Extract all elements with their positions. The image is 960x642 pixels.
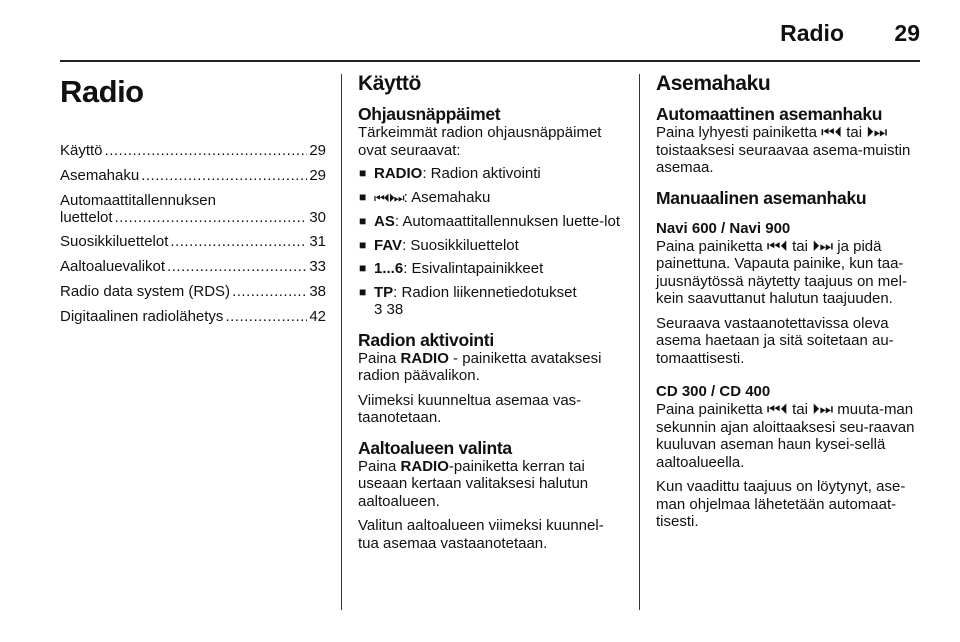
toc-entry[interactable] (60, 192, 326, 226)
running-title: Radio (780, 20, 844, 46)
paragraph: Paina painiketta ⏮⏴ tai ⏵⏭ ja pidä painettuna. Vapauta painike, kun taa-juusnäytössä näytetty taajuus on mel-kein saavuttanut halutun taajuuden. (656, 237, 907, 307)
header-rule (60, 60, 920, 62)
subsection-title: Aaltoalueen valinta (358, 437, 512, 458)
toc-entry-page: 31 (309, 233, 326, 250)
toc-column (60, 72, 326, 610)
toc-entry-text: Digitaalinen radiolähetys (60, 308, 224, 325)
paragraph: Paina RADIO-painiketta kerran tai useaan kertaan valitaksesi halutun aaltoalueen. (358, 457, 589, 510)
page-number: 29 (894, 20, 920, 46)
toc-entry-text: Käyttö (60, 142, 103, 159)
subsection-title: Radion aktivointi (358, 329, 494, 350)
toc-entry-page: 42 (309, 308, 326, 325)
list-item-text: : Radion liikennetiedotukset (393, 283, 577, 301)
toc-entry[interactable] (60, 167, 326, 185)
list-item-text: : Suosikkiluettelot (402, 236, 519, 254)
toc-entry-text: Asemahaku (60, 167, 140, 184)
page-header (0, 0, 960, 62)
toc-entry-text: Suosikkiluettelot (60, 233, 169, 250)
list-item (358, 213, 622, 231)
toc-leader (141, 167, 307, 185)
list-item-text: : Asemahaku (403, 188, 491, 206)
model-heading: Navi 600 / Navi 900 (656, 219, 791, 237)
list-item-text: : Esivalintapainikkeet (403, 260, 544, 277)
key-label: RADIO (400, 457, 449, 475)
subsection-title: Ohjausnäppäimet (358, 104, 501, 124)
column-divider (639, 74, 640, 610)
toc-leader (105, 142, 308, 160)
model-heading: CD 300 / CD 400 (656, 383, 771, 400)
toc-entry-page: 29 (309, 167, 326, 184)
toc-entry[interactable] (60, 308, 326, 326)
key-label: RADIO (374, 165, 423, 182)
section-title: Asemahaku (656, 72, 771, 95)
toc-entry-text: luettelot (60, 209, 113, 226)
toc-entry[interactable] (60, 233, 326, 251)
page-reference[interactable]: 3 38 (374, 301, 404, 318)
toc-leader (170, 233, 307, 251)
paragraph: Valitun aaltoalueen viimeksi kuunnel-tua asemaa vastaanotetaan. (358, 517, 604, 552)
subsection-title: Automaattinen asemanhaku (656, 104, 883, 124)
chapter-title: Radio (60, 74, 144, 109)
toc-leader (167, 258, 307, 276)
section-title: Käyttö (358, 72, 421, 95)
key-label: RADIO (400, 349, 449, 367)
paragraph: Paina lyhyesti painiketta ⏮⏴ tai ⏵⏭ toistaaksesi seuraavaa asema-muistin asemaa. (656, 124, 911, 176)
paragraph: Tärkeimmät radion ohjausnäppäimet ovat seuraavat: (358, 124, 602, 159)
list-item-text: : Radion aktivointi (422, 165, 541, 182)
toc-entry-text: Aaltoaluevalikot (60, 258, 166, 275)
usage-column (358, 72, 622, 610)
key-label: TP (374, 283, 394, 301)
toc-entry-text: Radio data system (RDS) (60, 283, 231, 300)
paragraph: Kun vaadittu taajuus on löytynyt, ase-man ohjelmaa lähetetään automaat-tisesti. (656, 478, 906, 530)
key-label: AS (374, 213, 395, 230)
key-label: FAV (374, 236, 403, 254)
key-label: 1...6 (374, 260, 404, 277)
list-item (358, 189, 622, 208)
toc-entry[interactable] (60, 283, 326, 301)
paragraph: Seuraava vastaanotettavissa oleva asema haetaan ja sitä soitetaan au-tomaattisesti. (656, 314, 894, 367)
toc-leader (225, 308, 307, 326)
toc-entry-page: 30 (309, 209, 326, 226)
list-item (358, 284, 622, 319)
toc-entry-page: 38 (309, 283, 326, 300)
toc-leader (115, 209, 308, 226)
control-list (358, 165, 622, 319)
toc-leader (232, 283, 307, 301)
toc-entry-page: 29 (309, 142, 326, 159)
list-item-text: : Automaattitallennuksen luette-lot (394, 213, 620, 230)
subsection-title: Manuaalinen asemanhaku (656, 187, 867, 208)
toc-entry[interactable] (60, 258, 326, 276)
station-search-column (656, 72, 922, 610)
paragraph: Viimeksi kuunneltua asemaa vas-taanotetaan. (358, 391, 582, 426)
list-item (358, 237, 622, 255)
toc-entry-text: Automaattitallennuksen (60, 192, 216, 209)
list-item (358, 260, 622, 278)
toc-entry-page: 33 (309, 258, 326, 275)
column-divider (341, 74, 342, 610)
paragraph: Paina painiketta ⏮⏴ tai ⏵⏭ muuta-man sekunnin ajan aloittaaksesi seu-raavan kuuluvan aseman haun kysei-sellä aaltoalueella. (656, 401, 915, 471)
paragraph: Paina RADIO - painiketta avataksesi radion päävalikon. (358, 349, 602, 384)
toc-entry[interactable] (60, 142, 326, 160)
list-item (358, 165, 622, 183)
seek-buttons-icon: ⏮⏴⏵⏭ (374, 190, 404, 205)
